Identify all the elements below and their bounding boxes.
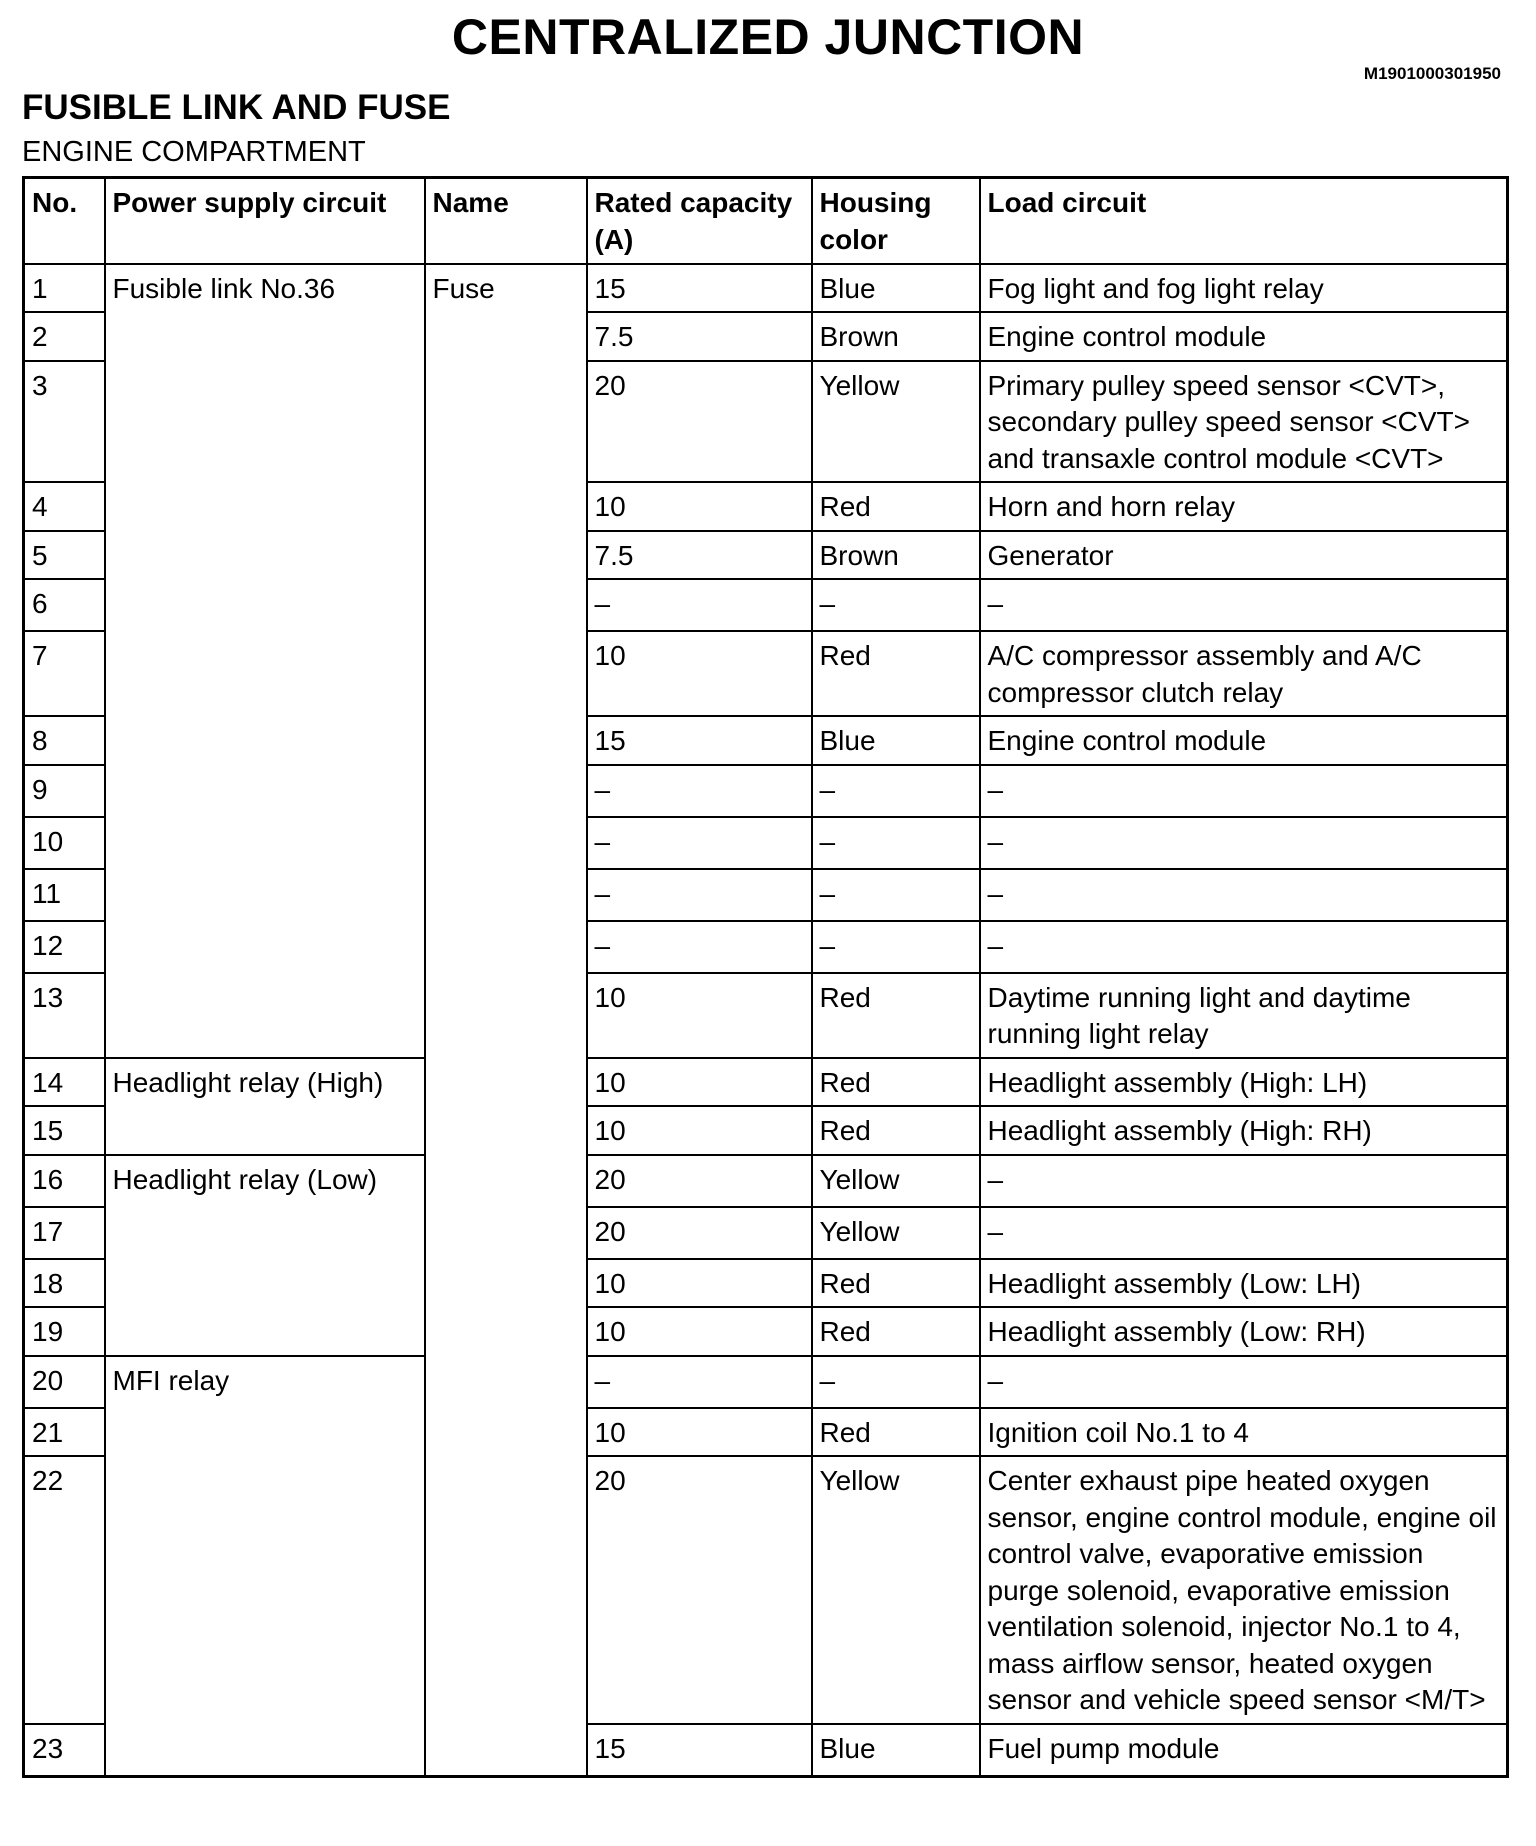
cell-no: 3	[24, 361, 105, 483]
cell-housing-color: Brown	[812, 531, 980, 580]
cell-rated-capacity: 7.5	[587, 312, 812, 361]
cell-housing-color: Brown	[812, 312, 980, 361]
cell-load-circuit: Fog light and fog light relay	[980, 264, 1508, 313]
column-header-load-circuit: Load circuit	[980, 178, 1508, 264]
cell-rated-capacity: 20	[587, 1456, 812, 1724]
cell-power-supply-circuit: Fusible link No.36	[105, 264, 425, 1058]
cell-power-supply-circuit: Headlight relay (High)	[105, 1058, 425, 1155]
cell-no: 22	[24, 1456, 105, 1724]
page-title: CENTRALIZED JUNCTION	[451, 9, 1085, 65]
cell-load-circuit: Generator	[980, 531, 1508, 580]
cell-no: 11	[24, 869, 105, 921]
cell-rated-capacity: 10	[587, 1307, 812, 1356]
cell-no: 9	[24, 765, 105, 817]
cell-rated-capacity: –	[587, 765, 812, 817]
table-header-row	[24, 178, 1508, 264]
cell-no: 17	[24, 1207, 105, 1259]
cell-housing-color: Red	[812, 1106, 980, 1155]
cell-load-circuit: –	[980, 1356, 1508, 1408]
cell-no: 1	[24, 264, 105, 313]
cell-load-circuit: Headlight assembly (High: LH)	[980, 1058, 1508, 1107]
cell-name: Fuse	[425, 264, 587, 1777]
cell-power-supply-circuit: Headlight relay (Low)	[105, 1155, 425, 1356]
cell-no: 7	[24, 631, 105, 716]
section-title: FUSIBLE LINK AND FUSE	[22, 88, 451, 127]
cell-housing-color: Red	[812, 482, 980, 531]
cell-housing-color: Yellow	[812, 1155, 980, 1207]
table-row	[24, 264, 1508, 313]
cell-rated-capacity: 10	[587, 1106, 812, 1155]
cell-load-circuit: –	[980, 1155, 1508, 1207]
subsection-title: ENGINE COMPARTMENT	[22, 136, 366, 168]
cell-housing-color: –	[812, 579, 980, 631]
cell-load-circuit: A/C compressor assembly and A/C compressor clutch relay	[980, 631, 1508, 716]
cell-no: 16	[24, 1155, 105, 1207]
cell-housing-color: Red	[812, 1408, 980, 1457]
cell-no: 14	[24, 1058, 105, 1107]
cell-load-circuit: Ignition coil No.1 to 4	[980, 1408, 1508, 1457]
cell-housing-color: Blue	[812, 716, 980, 765]
cell-housing-color: Red	[812, 1307, 980, 1356]
table-row	[24, 1356, 1508, 1408]
cell-no: 12	[24, 921, 105, 973]
cell-load-circuit: Center exhaust pipe heated oxygen sensor, engine control module, engine oil control valve, evaporative emission purge solenoid, evaporative emission ventilation solenoid, injector No.1 to 4, mass airflow sensor, heated oxygen sensor and vehicle speed sensor <M/T>	[980, 1456, 1508, 1724]
cell-rated-capacity: 15	[587, 1724, 812, 1777]
cell-no: 10	[24, 817, 105, 869]
cell-rated-capacity: –	[587, 869, 812, 921]
cell-no: 20	[24, 1356, 105, 1408]
cell-housing-color: Yellow	[812, 1456, 980, 1724]
column-header-power-supply-circuit: Power supply circuit	[105, 178, 425, 264]
cell-load-circuit: Primary pulley speed sensor <CVT>, secondary pulley speed sensor <CVT> and transaxle control module <CVT>	[980, 361, 1508, 483]
column-header-housing-color: Housing color	[812, 178, 980, 264]
cell-no: 21	[24, 1408, 105, 1457]
cell-housing-color: Red	[812, 973, 980, 1058]
cell-housing-color: Red	[812, 631, 980, 716]
cell-rated-capacity: 10	[587, 1259, 812, 1308]
cell-load-circuit: Engine control module	[980, 312, 1508, 361]
cell-no: 13	[24, 973, 105, 1058]
fuse-table	[22, 176, 1509, 1778]
cell-load-circuit: –	[980, 579, 1508, 631]
cell-no: 2	[24, 312, 105, 361]
cell-rated-capacity: 10	[587, 1058, 812, 1107]
cell-rated-capacity: 10	[587, 1408, 812, 1457]
cell-rated-capacity: –	[587, 817, 812, 869]
cell-load-circuit: Headlight assembly (High: RH)	[980, 1106, 1508, 1155]
cell-rated-capacity: –	[587, 579, 812, 631]
cell-rated-capacity: 20	[587, 1207, 812, 1259]
cell-load-circuit: Fuel pump module	[980, 1724, 1508, 1777]
table-row	[24, 1058, 1508, 1107]
cell-housing-color: Yellow	[812, 361, 980, 483]
cell-housing-color: Yellow	[812, 1207, 980, 1259]
cell-housing-color: Red	[812, 1259, 980, 1308]
cell-load-circuit: –	[980, 921, 1508, 973]
cell-no: 15	[24, 1106, 105, 1155]
cell-rated-capacity: 15	[587, 716, 812, 765]
cell-rated-capacity: 20	[587, 361, 812, 483]
column-header-rated-capacity: Rated capacity (A)	[587, 178, 812, 264]
column-header-no: No.	[24, 178, 105, 264]
cell-rated-capacity: 20	[587, 1155, 812, 1207]
cell-load-circuit: –	[980, 869, 1508, 921]
cell-no: 6	[24, 579, 105, 631]
cell-load-circuit: –	[980, 765, 1508, 817]
column-header-name: Name	[425, 178, 587, 264]
cell-load-circuit: –	[980, 817, 1508, 869]
cell-no: 5	[24, 531, 105, 580]
cell-housing-color: –	[812, 921, 980, 973]
cell-housing-color: –	[812, 1356, 980, 1408]
cell-no: 8	[24, 716, 105, 765]
cell-rated-capacity: 10	[587, 973, 812, 1058]
cell-load-circuit: Headlight assembly (Low: RH)	[980, 1307, 1508, 1356]
cell-load-circuit: Horn and horn relay	[980, 482, 1508, 531]
cell-no: 18	[24, 1259, 105, 1308]
cell-rated-capacity: 7.5	[587, 531, 812, 580]
cell-power-supply-circuit: MFI relay	[105, 1356, 425, 1777]
cell-no: 4	[24, 482, 105, 531]
cell-housing-color: Blue	[812, 264, 980, 313]
cell-rated-capacity: –	[587, 1356, 812, 1408]
cell-no: 19	[24, 1307, 105, 1356]
cell-rated-capacity: –	[587, 921, 812, 973]
document-id: M1901000301950	[1363, 64, 1501, 83]
cell-load-circuit: Engine control module	[980, 716, 1508, 765]
cell-load-circuit: Daytime running light and daytime running light relay	[980, 973, 1508, 1058]
cell-load-circuit: –	[980, 1207, 1508, 1259]
cell-rated-capacity: 15	[587, 264, 812, 313]
cell-housing-color: Red	[812, 1058, 980, 1107]
cell-housing-color: –	[812, 869, 980, 921]
cell-housing-color: –	[812, 765, 980, 817]
cell-housing-color: –	[812, 817, 980, 869]
cell-rated-capacity: 10	[587, 631, 812, 716]
cell-no: 23	[24, 1724, 105, 1777]
cell-housing-color: Blue	[812, 1724, 980, 1777]
table-row	[24, 1155, 1508, 1207]
cell-load-circuit: Headlight assembly (Low: LH)	[980, 1259, 1508, 1308]
cell-rated-capacity: 10	[587, 482, 812, 531]
